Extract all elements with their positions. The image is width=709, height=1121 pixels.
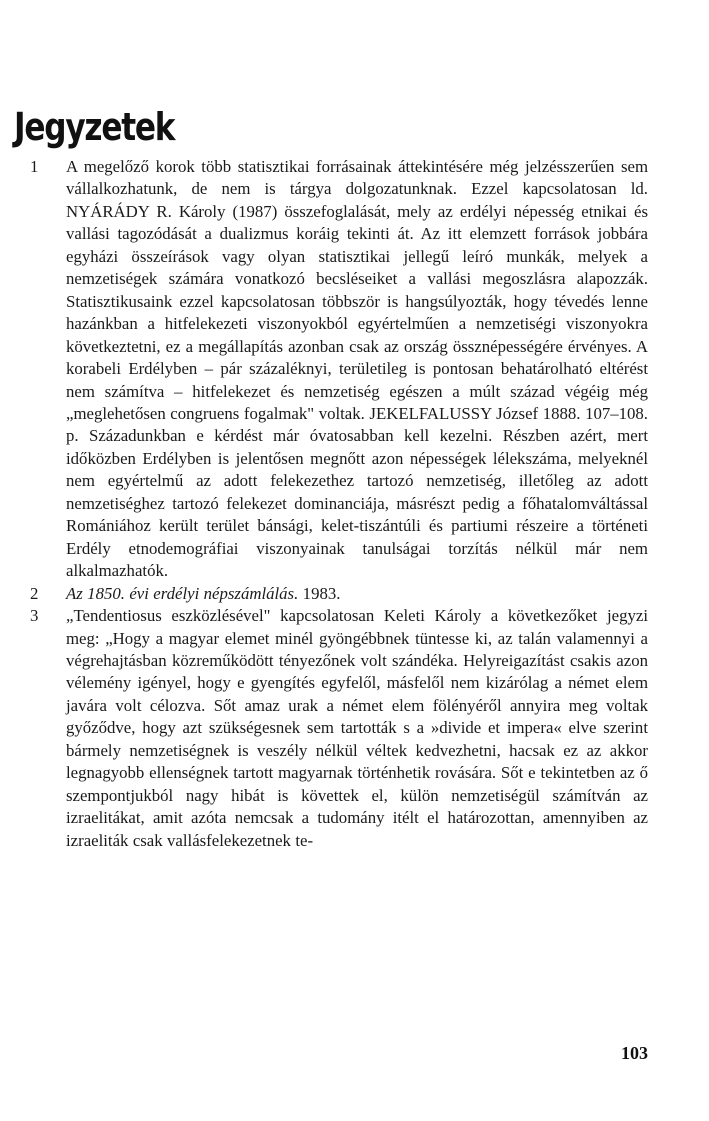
page-number: 103 (621, 1043, 648, 1063)
note-number: 3 (30, 606, 39, 626)
note-item-3 (30, 605, 648, 852)
note-text: „Tendentiosus eszközlésével" kapcsolatosan Keleti Károly a következőket jegyzi meg: „Hogy a magyar elemet minél gyöngébbnek tüntesse ki, az talán valamennyi a végrehajtásban közreműködött tényezőnek volt szándéka. Helyreigazítást csakis azon vélemény igényel, hogy e gyengítés egyfelől, másfelől nem kizárólag a német elem javára volt célozva. Sőt amaz urak a német elem fölényéről annyira meg voltak győződve, hogy azt szükségesnek sem tartották s a »divide et impera« elve szerint bármely nemzetiségnek is veszély nélkül véltek kedvezhetni, hacsak ez az akkor legnagyobb ellenségnek tartott magyarnak történhetik rovására. Sőt e tekintetben az ő szempontjukból nagy hibát is követtek el, külön nemzetiségül számítván az izraelitákat, amit azóta nemcsak a tudomány itélt el határozottan, amennyiben az izraeliták csak vallásfelekezetnek te- (66, 606, 648, 850)
note-title-italic: Az 1850. évi erdélyi népszámlálás. (66, 583, 299, 603)
note-item-1 (30, 156, 648, 583)
note-year: 1983. (298, 583, 341, 603)
notes-list (30, 156, 648, 852)
note-number: 1 (30, 157, 39, 176)
note-item-2 (30, 583, 648, 605)
note-text: A megelőző korok több statisztikai forrásainak áttekintésére még jelzésszerűen sem vállalkozhatunk, de nem is tárgya dolgozatunknak. Ezzel kapcsolatosan ld. NYÁRÁDY R. Károly (1987) összefoglalását, mely az erdélyi népesség etnikai és vallási tagozódását a dualizmus koráig tekinti át. Az itt elemzett források jobbára egyházi összeírások vagy olyan statisztikai jellegű leíró munkák, melyek a nemzetiségek számára vonatkozó becsléseiket a vallási megoszlásra alapozzák. Statisztikusaink ezzel kapcsolatosan többször is hangsúlyozták, hogy tévedés lenne hazánkban a hitfelekezeti viszonyokból egyértelműen a nemzetiségi viszonyokra következtetni, ez a megállapítás azonban csak az ország össznépességére érvényes. A korabeli Erdélyben – pár százaléknyi, területileg is pontosan behatárolható eltérést nem számítva – hitfelekezet és nemzetiség egészen a múlt század végéig még „meglehetősen congruens fogalmak" voltak. JEKELFALUSSY József 1888. 107–108. p. Századunkban e kérdést már óvatosabban kell kezelni. Részben azért, mert időközben Erdélyben is jelentősen megnőtt azon népességek lélekszáma, melyeknél nem egyértelmű az adott felekezethez tartozó nemzetiség, illetőleg az adott nemzetiséghez tartozó felekezet dominanciája, másrészt pedig a főhatalomváltással Romániához került terület bánsági, kelet-tiszántúli és partiumi részeire a történeti Erdély etnodemográfiai viszonyainak tanulságai torzítás nélkül már nem alkalmazhatók. (66, 157, 648, 581)
note-number: 2 (30, 583, 39, 603)
section-heading: Jegyzetek (14, 105, 175, 149)
note-text (66, 583, 648, 605)
